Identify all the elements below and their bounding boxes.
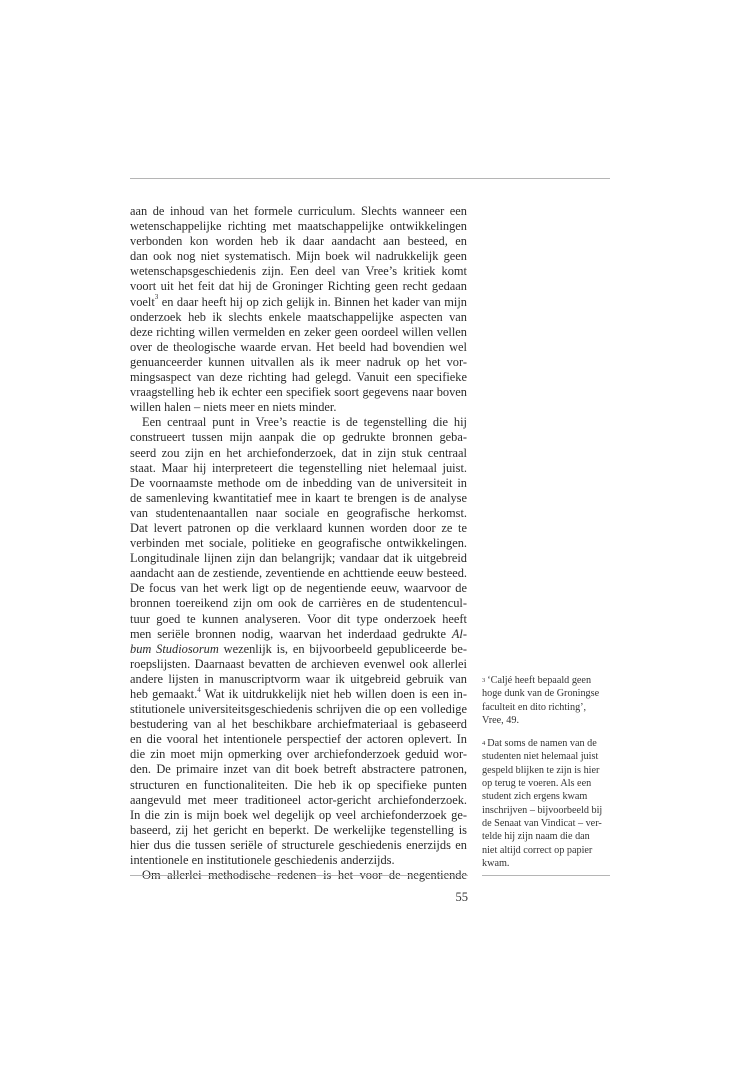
- text-line: aangevuld met meer traditioneel actor-gericht archiefonderzoek.: [130, 792, 467, 807]
- text-line: genuanceerder kunnen uitvallen als ik meer nadruk op het vor-: [130, 354, 467, 369]
- text-line: De voornaamste methode om de inbedding van de universiteit in: [130, 475, 467, 490]
- text-line: en die vooral het intentionele perspectief der actoren oplevert. In: [130, 732, 467, 747]
- text-line: andere lijsten in manuscriptvorm waar ik uitgebreid gebruik van: [130, 671, 467, 686]
- note-text: ‘Caljé heeft bepaald geen: [487, 675, 592, 686]
- sidenotes: [482, 674, 610, 870]
- text-line: De focus van het werk ligt op de negentiende eeuw, waarvoor de: [130, 581, 467, 596]
- text-line: Longitudinale lijnen zijn dan belangrijk; vandaar dat ik uitgebreid: [130, 551, 467, 566]
- note-line: inschrijven – bijvoorbeeld bij: [482, 804, 603, 816]
- text-line: baseerd, zij het gericht en beperkt. De werkelijke tegenstelling is: [130, 822, 467, 837]
- text-fragment: men seriële bronnen nodig, waarvan het inderdaad gedrukte: [130, 626, 446, 641]
- text-line: [130, 627, 467, 642]
- text-line: tuur goed te kunnen analyseren. Voor dit type onderzoek heeft: [130, 611, 467, 626]
- note-line: faculteit en dito richting’,: [482, 701, 587, 713]
- note-line: [482, 737, 610, 750]
- text-line: structuren en functionaliteiten. Die heb ik op specifieke punten: [130, 777, 467, 792]
- text-line: verbonden kon worden heb ik daar aandacht aan besteed, en: [130, 234, 467, 249]
- text-line: den. De primaire inzet van dit boek betreft abstractere patronen,: [130, 762, 467, 777]
- text-line: Een centraal punt in Vree’s reactie is de tegenstelling die hij: [142, 415, 467, 430]
- text-line: [130, 687, 467, 702]
- text-line: de samenleving kwantitatief mee in kaart te brengen is de analyse: [130, 490, 467, 505]
- footnote-ref-3[interactable]: 3: [154, 293, 159, 302]
- note-line: kwam.: [482, 857, 510, 869]
- note-line: student zich ergens kwam: [482, 791, 588, 803]
- text-line: van studentenaantallen naar sociale en geografische herkomst.: [130, 505, 467, 520]
- note-line: op terug te voeren. Als een: [482, 778, 592, 790]
- italic-title: Al-: [451, 626, 467, 641]
- text-fragment: Wat ik uitdrukkelijk niet heb willen doen is een in-: [200, 687, 468, 701]
- text-line: willen halen – niets meer en niets minder.: [130, 400, 337, 415]
- page-number: 55: [455, 890, 468, 904]
- footnote-4: [482, 737, 610, 870]
- text-line: [130, 642, 467, 657]
- note-line: [482, 674, 610, 687]
- note-line: Vree, 49.: [482, 714, 520, 726]
- note-line: hoge dunk van de Groningse: [482, 688, 600, 700]
- note-line: gespeld blijken te zijn is hier: [482, 764, 600, 776]
- text-line: [130, 295, 467, 310]
- top-rule: [130, 178, 610, 179]
- text-line: stitutionele universiteitsgeschiedenis schrijven die op een volledige: [130, 702, 467, 717]
- note-line: niet altijd correct op papier: [482, 844, 593, 856]
- footnote-3: [482, 674, 610, 727]
- text-fragment: voelt: [130, 294, 155, 309]
- text-line: seerd zou zijn en het archiefonderzoek, dat in zijn stuk centraal: [130, 445, 467, 460]
- note-line: de Senaat van Vindicat – ver-: [482, 817, 602, 829]
- note-line: studenten niet helemaal juist: [482, 751, 599, 763]
- text-line: In die zin is mijn boek wel degelijk op veel archiefonderzoek ge-: [130, 807, 467, 822]
- text-line: verbinden met sociale, politieke en geografische ontwikkelingen.: [130, 536, 467, 551]
- footnote-ref-4[interactable]: 4: [197, 685, 201, 694]
- text-line: voort uit het feit dat hij de Groninger Richting geen recht gedaan: [130, 279, 467, 294]
- text-line: intentionele en institutionele geschiedenis anderzijds.: [130, 853, 395, 868]
- text-line: over de theologische waarde ervan. Het beeld had bovendien wel: [130, 339, 467, 354]
- text-line: Dat levert patronen op die verklaard kunnen worden door ze te: [130, 520, 467, 535]
- text-line: Om allerlei methodische redenen is het voor de negentiende: [142, 868, 467, 883]
- text-line: aandacht aan de zestiende, zeventiende en achttiende eeuw besteed.: [130, 566, 467, 581]
- text-line: bestudering van al het beschikbare archiefmateriaal is gebaseerd: [130, 717, 467, 732]
- text-line: deze richting willen vermelden en zeker geen oordeel willen vellen: [130, 324, 467, 339]
- text-line: wetenschapsgeschiedenis zijn. Een deel van Vree’s kritiek komt: [130, 264, 467, 279]
- main-text-column: [130, 204, 467, 883]
- text-line: aan de inhoud van het formele curriculum. Slechts wanneer een: [130, 204, 467, 218]
- text-line: mingsaspect van deze richting had gelegd. Vanuit een specifieke: [130, 370, 467, 385]
- text-line: roepslijsten. Daarnaast bevatten de archieven evenwel ook allerlei: [130, 656, 467, 671]
- text-line: dan ook nog niet systematisch. Mijn boek wil nadrukkelijk geen: [130, 249, 467, 264]
- text-line: wetenschappelijke richting met maatschappelijke ontwikkelingen: [130, 219, 467, 234]
- text-line: onderzoek heb ik slechts enkele maatschappelijke aspecten van: [130, 309, 467, 324]
- note-number: 4: [482, 740, 486, 748]
- text-fragment: wezenlijk is, en bijvoorbeeld gepubliceerde be-: [218, 641, 467, 656]
- note-line: telde hij zijn naam die dan: [482, 831, 590, 843]
- bottom-rule-notes: [482, 875, 610, 876]
- text-line: construeert tussen mijn aanpak die op gedrukte bronnen geba-: [130, 430, 467, 445]
- text-line: bronnen toereikend zijn om ook de carrières en de studentencul-: [130, 596, 467, 611]
- text-fragment: en daar heeft hij op zich gelijk in. Binnen het kader van mijn: [158, 294, 467, 309]
- bottom-rule-main: [130, 875, 468, 876]
- text-line: vraagstelling heb ik echter een specifiek soort gegevens naar boven: [130, 385, 467, 400]
- text-fragment: heb gemaakt.: [130, 687, 198, 701]
- italic-title: bum Studiosorum: [130, 641, 219, 656]
- note-number: 3: [482, 677, 486, 684]
- text-line: staat. Maar hij interpreteert die tegenstelling niet helemaal juist.: [130, 460, 467, 475]
- text-line: die zin moet mijn opmerking over archiefonderzoek geduid wor-: [130, 747, 467, 762]
- note-text: Dat soms de namen van de: [487, 738, 597, 750]
- text-line: hier dus die tussen seriële of structurele geschiedenis enerzijds en: [130, 837, 467, 852]
